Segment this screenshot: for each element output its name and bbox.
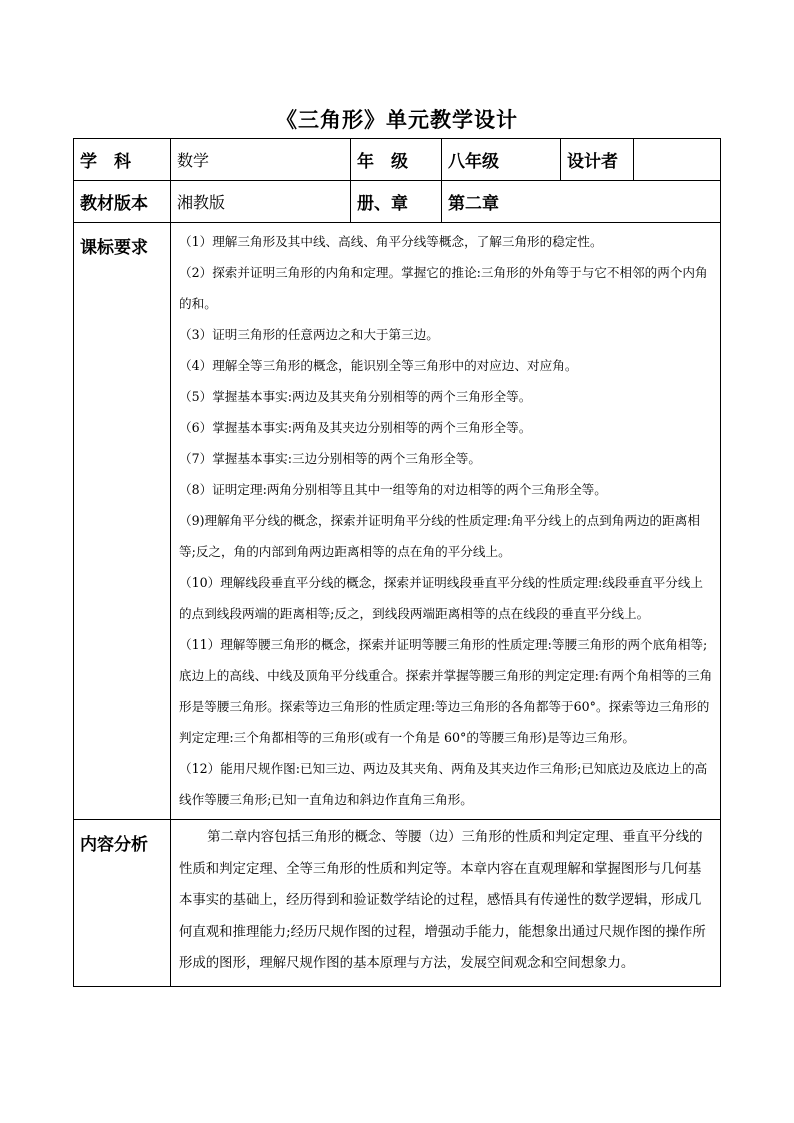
design-table	[73, 138, 721, 987]
textbook-label: 教材版本	[74, 181, 171, 223]
chapter-value: 第二章	[442, 181, 721, 223]
requirement-item: （4）理解全等三角形的概念，能识别全等三角形中的对应边、对应角。	[179, 358, 578, 373]
subject-value: 数学	[171, 139, 351, 181]
chapter-label: 册、章	[351, 181, 442, 223]
requirements-content	[171, 223, 721, 820]
analysis-content	[171, 820, 721, 987]
grade-label: 年 级	[351, 139, 442, 181]
info-row-2	[74, 181, 721, 223]
requirements-row	[74, 223, 721, 820]
grade-value: 八年级	[442, 139, 561, 181]
designer-value	[634, 139, 721, 181]
designer-label: 设计者	[561, 139, 634, 181]
subject-label: 学 科	[74, 139, 171, 181]
requirement-item: （1）理解三角形及其中线、高线、角平分线等概念，了解三角形的稳定性。	[179, 234, 603, 249]
requirement-item: （6）掌握基本事实:两角及其夹边分别相等的两个三角形全等。	[179, 420, 532, 435]
requirements-label: 课标要求	[74, 223, 171, 820]
requirement-item: （8）证明定理:两角分别相等且其中一组等角的对边相等的两个三角形全等。	[179, 482, 607, 497]
textbook-value: 湘教版	[171, 181, 351, 223]
document-title: 《三角形》单元教学设计	[276, 107, 518, 132]
requirement-item: （9)理解角平分线的概念，探索并证明角平分线的性质定理:角平分线上的点到角两边的距离相等;反之，角的内部到角两边距离相等的点在角的平分线上。	[179, 513, 700, 559]
info-row-1	[74, 139, 721, 181]
requirement-item: （10）理解线段垂直平分线的概念，探索并证明线段垂直平分线的性质定理:线段垂直平分线上的点到线段两端的距离相等;反之，到线段两端距离相等的点在线段的垂直平分线上。	[179, 575, 704, 621]
requirement-item: （11）理解等腰三角形的概念，探索并证明等腰三角形的性质定理:等腰三角形的两个底角相等;底边上的高线、中线及顶角平分线重合。探索并掌握等腰三角形的判定定理:有两个角相等的三角形是等腰三角形。探索等边三角形的性质定理:等边三角形的各角都等于60°。探索等边三角形的判定定理:三个角都相等的三角形(或有一个角是 60°的等腰三角形)是等边三角形。	[179, 637, 713, 745]
analysis-label: 内容分析	[74, 820, 171, 987]
requirement-item: （2）探索并证明三角形的内角和定理。掌握它的推论:三角形的外角等于与它不相邻的两个内角的和。	[179, 265, 708, 311]
analysis-text: 第二章内容包括三角形的概念、等腰（边）三角形的性质和判定定理、垂直平分线的性质和判定定理、全等三角形的性质和判定等。本章内容在直观理解和掌握图形与几何基本事实的基础上，经历得到和验证数学结论的过程，感悟具有传递性的数学逻辑，形成几何直观和推理能力;经历尺规作图的过程，增强动手能力，能想象出通过尺规作图的操作所形成的图形，理解尺规作图的基本原理与方法，发展空间观念和空间想象力。	[179, 830, 706, 971]
requirement-item: （5）掌握基本事实:两边及其夹角分别相等的两个三角形全等。	[179, 389, 532, 404]
requirement-item: （12）能用尺规作图:已知三边、两边及其夹角、两角及其夹边作三角形;已知底边及底边上的高线作等腰三角形;已知一直角边和斜边作直角三角形。	[179, 761, 708, 807]
analysis-row	[74, 820, 721, 987]
requirement-item: （7）掌握基本事实:三边分别相等的两个三角形全等。	[179, 451, 481, 466]
requirement-item: （3）证明三角形的任意两边之和大于第三边。	[179, 327, 439, 342]
